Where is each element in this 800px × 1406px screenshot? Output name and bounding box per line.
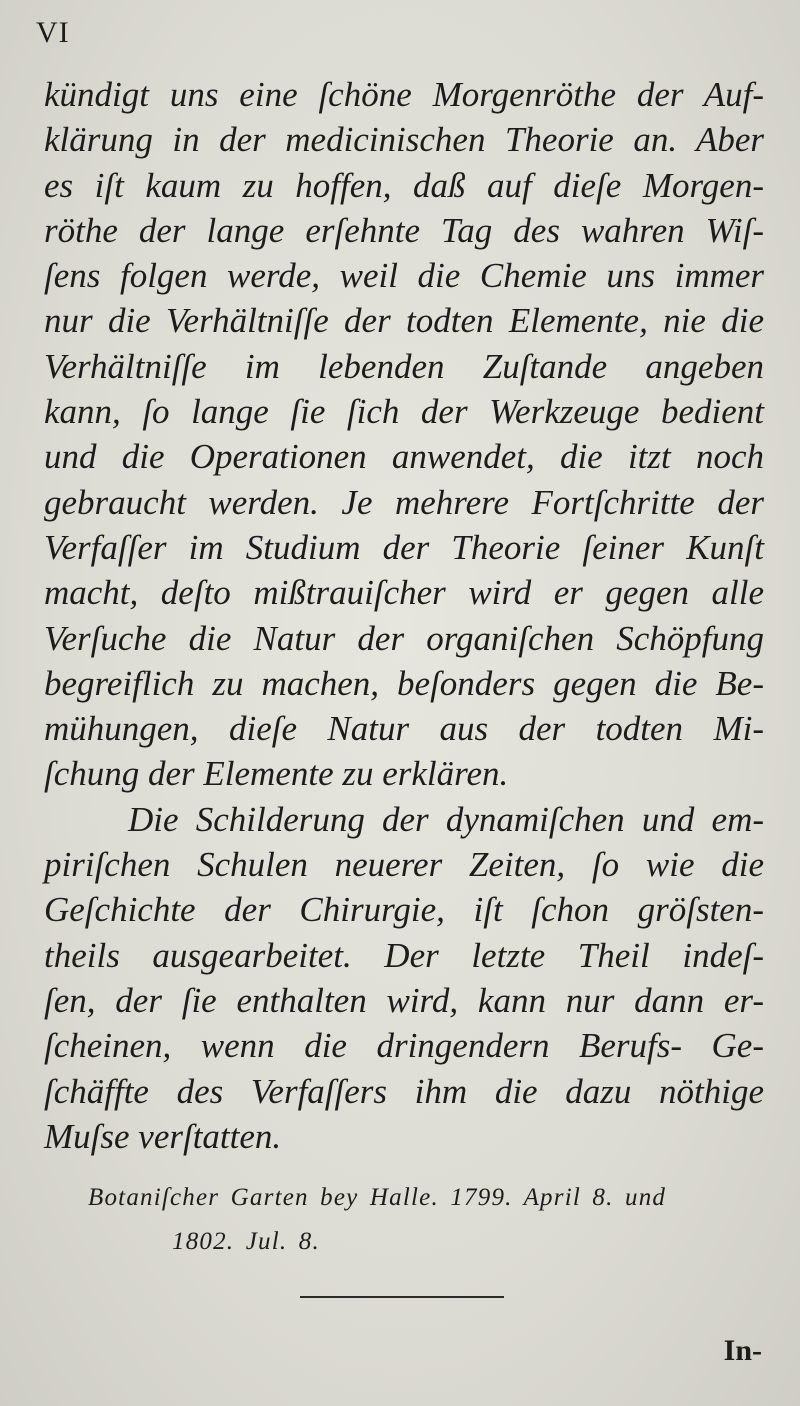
text-line: röthe der lange erſehnte Tag des wahren Wiſ-: [44, 210, 764, 250]
body-text: [44, 72, 764, 1159]
text-line: Verfaſſer im Studium der Theorie ſeiner Kunſt: [44, 527, 764, 567]
text-line: ſcheinen, wenn die dringendern Berufs- Ge-: [44, 1026, 764, 1066]
text-line: es iſt kaum zu hoffen, daß auf dieſe Morgen-: [44, 165, 764, 205]
text-line: macht, deſto mißtrauiſcher wird er gegen alle: [44, 573, 764, 613]
text-line: gebraucht werden. Je mehrere Fortſchritte der: [44, 482, 764, 522]
signature-block: [88, 1176, 768, 1264]
text-line: Geſchichte der Chirurgie, iſt ſchon gröſsten-: [44, 890, 764, 930]
text-line: ſen, der ſie enthalten wird, kann nur dann er-: [44, 980, 764, 1020]
text-line: ſchäffte des Verfaſſers ihm die dazu nöthige: [44, 1071, 764, 1111]
text-line: nur die Verhältniſſe der todten Elemente, nie die: [44, 301, 764, 341]
text-line: Die Schilderung der dynamiſchen und em-: [128, 799, 764, 839]
text-line: theils ausgearbeitet. Der letzte Theil indeſ-: [44, 935, 764, 975]
text-line: ſchung der Elemente zu erklären.: [44, 754, 509, 794]
text-line: Verhältniſſe im lebenden Zuſtande angeben: [44, 346, 764, 386]
text-line: mühungen, dieſe Natur aus der todten Mi-: [44, 709, 764, 749]
text-line: kündigt uns eine ſchöne Morgenröthe der Auf-: [44, 75, 764, 114]
catchword: In-: [723, 1334, 762, 1367]
divider-rule: [300, 1296, 504, 1298]
text-line: ſens folgen werde, weil die Chemie uns immer: [44, 256, 764, 296]
text-line: Muſse verſtatten.: [44, 1116, 282, 1156]
text-line: begreiflich zu machen, beſonders gegen die Be-: [44, 663, 764, 703]
signature-date: 1802. Jul. 8.: [172, 1228, 320, 1255]
text-line: piriſchen Schulen neuerer Zeiten, ſo wie die: [44, 845, 764, 885]
signature-place-date: Botaniſcher Garten bey Halle. 1799. April 8. und: [88, 1184, 667, 1211]
text-line: kann, ſo lange ſie ſich der Werkzeuge bedient: [44, 392, 764, 432]
text-line: und die Operationen anwendet, die itzt noch: [44, 437, 764, 477]
text-line: Verſuche die Natur der organiſchen Schöpfung: [44, 618, 764, 658]
page-number: VI: [36, 16, 70, 49]
text-line: klärung in der medicinischen Theorie an. Aber: [44, 120, 764, 160]
